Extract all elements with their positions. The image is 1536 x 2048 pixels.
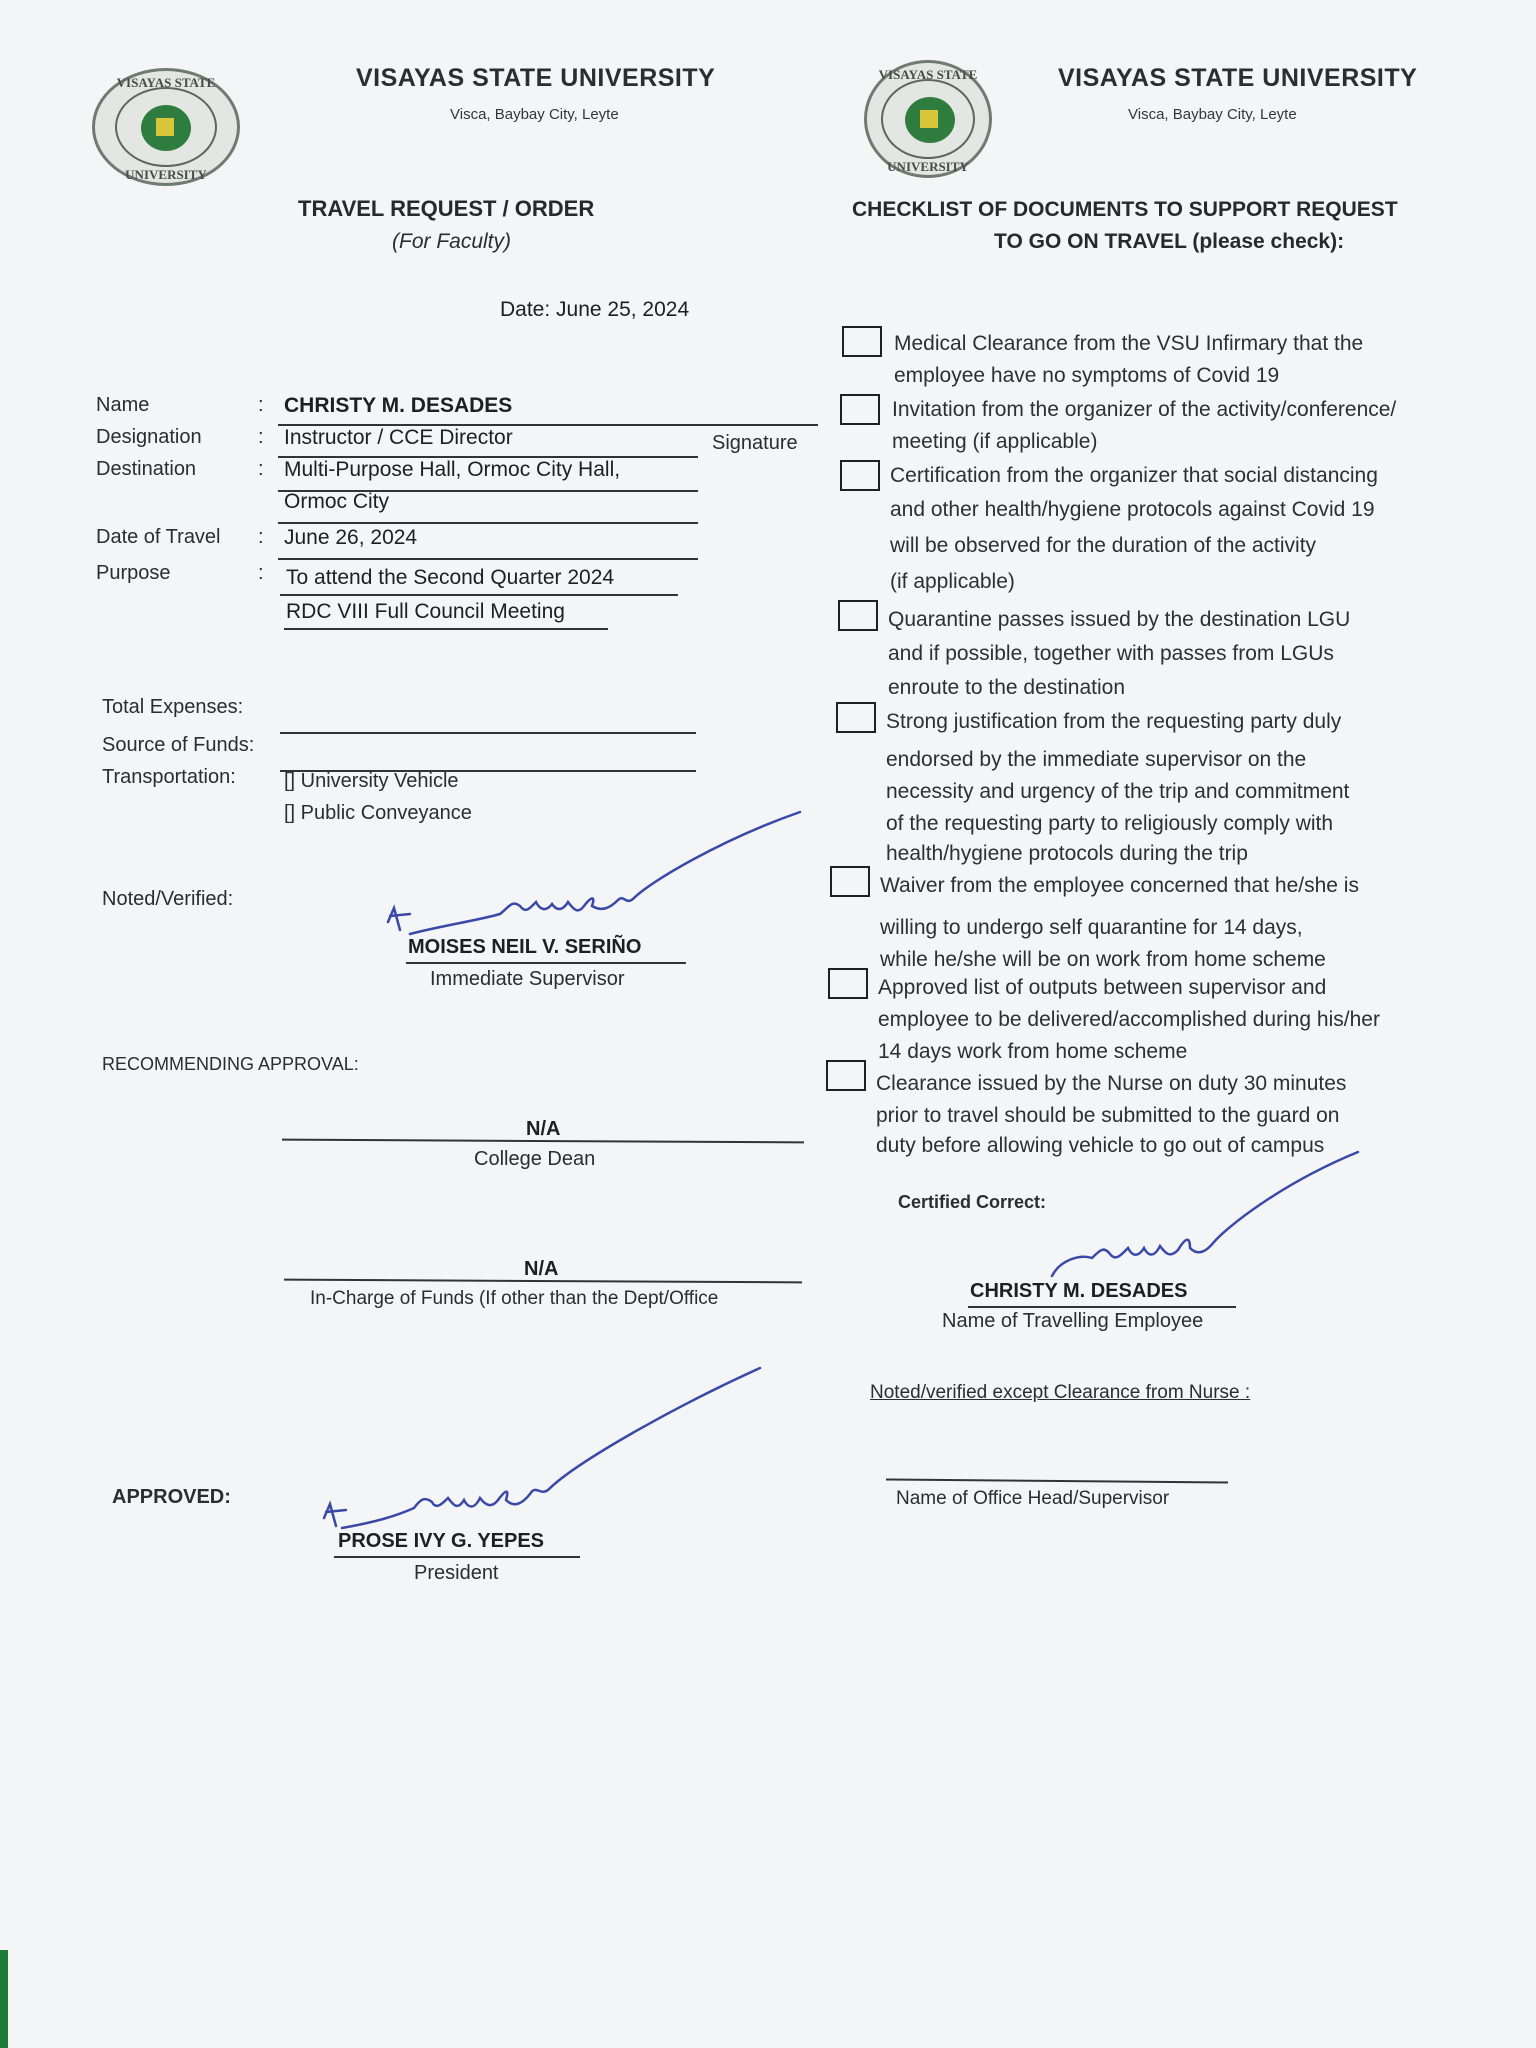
checklist-item-5-line2: endorsed by the immediate supervisor on the [886, 748, 1307, 771]
purpose-underline-1 [280, 594, 678, 596]
checklist-item-8-line2: prior to travel should be submitted to the guard on [876, 1104, 1340, 1127]
checklist-item-6-line1: Waiver from the employee concerned that he/she is [880, 874, 1359, 897]
destination-underline-2 [278, 522, 698, 524]
checklist-item-2-line2: meeting (if applicable) [892, 430, 1098, 453]
president-title: President [414, 1562, 499, 1584]
approved-label: APPROVED: [112, 1486, 231, 1508]
background-edge [0, 1950, 8, 2048]
total-expenses-line [280, 732, 696, 734]
seal-text-top: VISAYAS STATE [116, 75, 216, 90]
checklist-item-4-line2: and if possible, together with passes from LGUs [888, 642, 1334, 665]
checklist-item-1-line1: Medical Clearance from the VSU Infirmary that the [894, 332, 1364, 355]
checklist-checkbox-justification[interactable] [836, 702, 876, 733]
purpose-value-line1: To attend the Second Quarter 2024 [286, 566, 615, 589]
name-label: Name [96, 394, 150, 416]
travel-request-title: TRAVEL REQUEST / ORDER [298, 196, 595, 221]
name-colon: : [258, 394, 264, 416]
date-of-travel-value: June 26, 2024 [284, 526, 418, 549]
total-expenses-label: Total Expenses: [102, 696, 244, 718]
checklist-item-1-line2: employee have no symptoms of Covid 19 [894, 364, 1280, 387]
checklist-title-line1: CHECKLIST OF DOCUMENTS TO SUPPORT REQUEST [852, 198, 1398, 221]
university-seal-right [864, 60, 992, 178]
transport-option-university-vehicle: [] University Vehicle [284, 770, 459, 792]
supervisor-title: Immediate Supervisor [430, 968, 625, 990]
name-value: CHRISTY M. DESADES [284, 394, 513, 417]
request-date: Date: June 25, 2024 [500, 298, 690, 321]
in-charge-funds-title: In-Charge of Funds (If other than the Dept/Office [310, 1288, 719, 1309]
checklist-item-7-line1: Approved list of outputs between supervisor and [878, 976, 1327, 999]
seal-text-top: VISAYAS STATE [878, 67, 978, 82]
checklist-item-3-line2: and other health/hygiene protocols against Covid 19 [890, 498, 1375, 521]
date-of-travel-label: Date of Travel [96, 526, 221, 548]
checklist-item-8-line1: Clearance issued by the Nurse on duty 30 minutes [876, 1072, 1347, 1095]
designation-colon: : [258, 426, 264, 448]
checklist-item-5-line1: Strong justification from the requesting party duly [886, 710, 1342, 733]
checklist-checkbox-nurse-clearance[interactable] [826, 1060, 866, 1091]
checklist-checkbox-medical-clearance[interactable] [842, 326, 882, 357]
university-address-right: Visca, Baybay City, Leyte [1128, 106, 1297, 123]
checklist-checkbox-waiver[interactable] [830, 866, 870, 897]
checklist-item-4-line3: enroute to the destination [888, 676, 1126, 699]
destination-value-line2: Ormoc City [284, 490, 389, 513]
transportation-label: Transportation: [102, 766, 236, 788]
certified-correct-label: Certified Correct: [898, 1192, 1047, 1212]
college-dean-title: College Dean [474, 1148, 596, 1170]
purpose-colon: : [258, 562, 264, 584]
in-charge-funds-line [284, 1279, 802, 1284]
noted-verified-label: Noted/Verified: [102, 888, 234, 910]
checklist-item-3-line4: (if applicable) [890, 570, 1015, 593]
checklist-item-5-line4: of the requesting party to religiously comply with [886, 812, 1334, 835]
president-signature [316, 1366, 766, 1556]
travel-request-subtitle: (For Faculty) [392, 230, 512, 253]
in-charge-funds-value: N/A [524, 1258, 559, 1280]
president-underline [334, 1556, 580, 1558]
seal-core-icon [141, 105, 191, 151]
purpose-label: Purpose [96, 562, 171, 584]
designation-label: Designation [96, 426, 202, 448]
recommending-approval-label: RECOMMENDING APPROVAL: [102, 1054, 359, 1074]
university-name-right: VISAYAS STATE UNIVERSITY [1058, 64, 1418, 92]
checklist-item-4-line1: Quarantine passes issued by the destination LGU [888, 608, 1351, 631]
purpose-value-line2: RDC VIII Full Council Meeting [286, 600, 565, 623]
university-name-left: VISAYAS STATE UNIVERSITY [356, 64, 716, 92]
date-of-travel-colon: : [258, 526, 264, 548]
checklist-item-2-line1: Invitation from the organizer of the activity/conference/ [892, 398, 1397, 421]
seal-core-icon [905, 97, 955, 143]
designation-value: Instructor / CCE Director [284, 426, 513, 449]
checklist-item-8-line3: duty before allowing vehicle to go out of campus [876, 1134, 1325, 1157]
destination-label: Destination [96, 458, 197, 480]
supervisor-underline [406, 962, 686, 964]
date-of-travel-underline [278, 558, 698, 560]
president-name: PROSE IVY G. YEPES [338, 1530, 545, 1552]
university-address-left: Visca, Baybay City, Leyte [450, 106, 619, 123]
employee-title: Name of Travelling Employee [942, 1310, 1204, 1332]
destination-value-line1: Multi-Purpose Hall, Ormoc City Hall, [284, 458, 621, 481]
checklist-item-3-line1: Certification from the organizer that social distancing [890, 464, 1378, 487]
checklist-title-line2: TO GO ON TRAVEL (please check): [994, 230, 1345, 253]
checklist-item-7-line2: employee to be delivered/accomplished during his/her [878, 1008, 1380, 1031]
college-dean-line [282, 1139, 804, 1144]
checklist-checkbox-certification[interactable] [840, 460, 880, 491]
checklist-checkbox-invitation[interactable] [840, 394, 880, 425]
checklist-item-7-line3: 14 days work from home scheme [878, 1040, 1188, 1063]
university-seal-left [92, 68, 240, 186]
checklist-item-6-line2: willing to undergo self quarantine for 14 days, [880, 916, 1303, 939]
checklist-item-5-line5: health/hygiene protocols during the trip [886, 842, 1248, 865]
checklist-checkbox-approved-outputs[interactable] [828, 968, 868, 999]
seal-text-bottom: UNIVERSITY [125, 167, 207, 182]
office-head-title: Name of Office Head/Supervisor [896, 1488, 1170, 1509]
source-of-funds-label: Source of Funds: [102, 734, 255, 756]
employee-name: CHRISTY M. DESADES [970, 1280, 1188, 1302]
checklist-item-5-line3: necessity and urgency of the trip and commitment [886, 780, 1350, 803]
signature-label: Signature [712, 432, 798, 454]
destination-colon: : [258, 458, 264, 480]
checklist-checkbox-quarantine-passes[interactable] [838, 600, 878, 631]
checklist-item-6-line3: while he/she will be on work from home scheme [880, 948, 1326, 971]
checklist-item-3-line3: will be observed for the duration of the activity [890, 534, 1317, 557]
employee-signature [1040, 1150, 1360, 1300]
office-head-line [886, 1479, 1228, 1484]
seal-text-bottom: UNIVERSITY [887, 159, 969, 174]
purpose-underline-2 [284, 628, 608, 630]
supervisor-name: MOISES NEIL V. SERIÑO [408, 936, 642, 958]
college-dean-value: N/A [526, 1118, 561, 1140]
noted-except-nurse-label: Noted/verified except Clearance from Nurse : [870, 1382, 1251, 1403]
transport-option-public-conveyance: [] Public Conveyance [284, 802, 472, 824]
employee-underline [968, 1306, 1236, 1308]
